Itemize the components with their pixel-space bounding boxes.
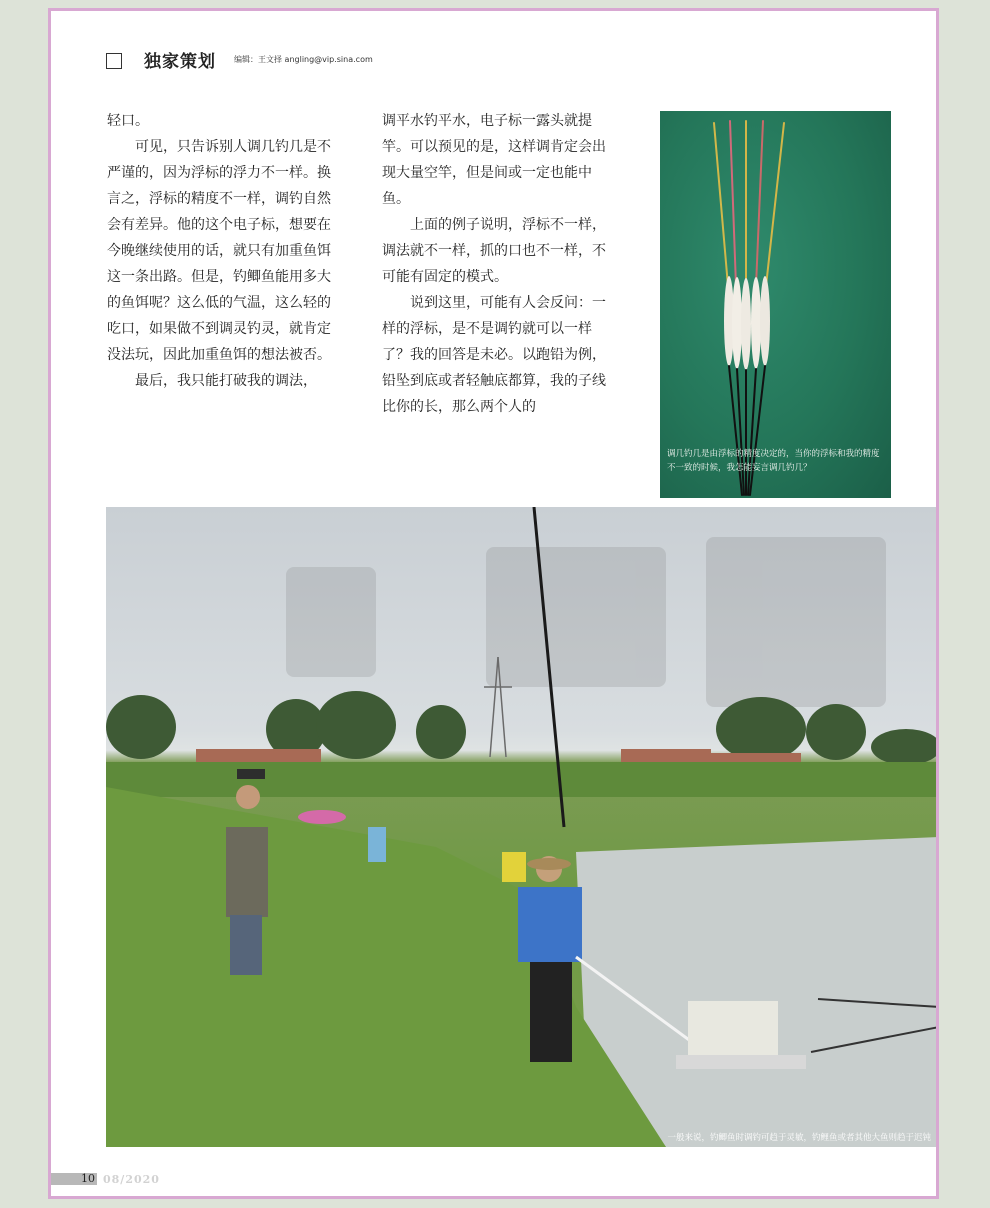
issue-label: 08/2020 xyxy=(103,1173,160,1186)
lake-fishing-image xyxy=(106,507,939,1147)
fishing-scene-photo xyxy=(106,507,939,1147)
text-column-2 xyxy=(382,108,618,420)
paragraph: 最后，我只能打破我的调法， xyxy=(135,373,317,389)
paragraph: 轻口。 xyxy=(107,113,149,129)
section-title: 独家策划 xyxy=(144,52,216,72)
paragraph: 可见，只告诉别人调几钓几是不严谨的，因为浮标的浮力不一样。换言之，浮标的精度不一样，调钓自然会有差异。他的这个电子标，想要在今晚继续使用的话，就只有加重鱼饵这一条出路。但是，钓鲫鱼能用多大的鱼饵呢？这么低的气温，这么轻的吃口，如果做不到调灵钓灵，就肯定没法玩，因此加重鱼饵的想法被否。 xyxy=(107,139,331,363)
magazine-page xyxy=(48,8,939,1199)
text-column-1 xyxy=(107,108,343,394)
editor-credit: 编辑：王文择 angling@vip.sina.com xyxy=(234,55,373,64)
page-number: 10 xyxy=(81,1172,95,1185)
paragraph: 说到这里，可能有人会反问：一样的浮标，是不是调钓就可以一样了？我的回答是未必。以跑铅为例，铅坠到底或者轻触底都算，我的子线比你的长，那么两个人的 xyxy=(382,295,606,415)
paragraph: 调平水钓平水，电子标一露头就提竿。可以预见的是，这样调肯定会出现大量空竿，但是间或一定也能中鱼。 xyxy=(382,113,606,207)
paragraph: 上面的例子说明，浮标不一样，调法就不一样，抓的口也不一样，不可能有固定的模式。 xyxy=(382,217,606,285)
fishing-floats-image xyxy=(660,111,891,498)
float-photo xyxy=(660,111,891,498)
fishing-scene-caption: 一般来说，钓鲫鱼时调钓可趋于灵敏，钓鲤鱼或者其他大鱼则趋于迟钝 xyxy=(667,1133,931,1143)
section-square-icon xyxy=(106,53,122,69)
float-photo-caption: 调几钓几是由浮标的精度决定的，当你的浮标和我的精度不一致的时候，我怎能妄言调几钓几？ xyxy=(667,449,880,473)
